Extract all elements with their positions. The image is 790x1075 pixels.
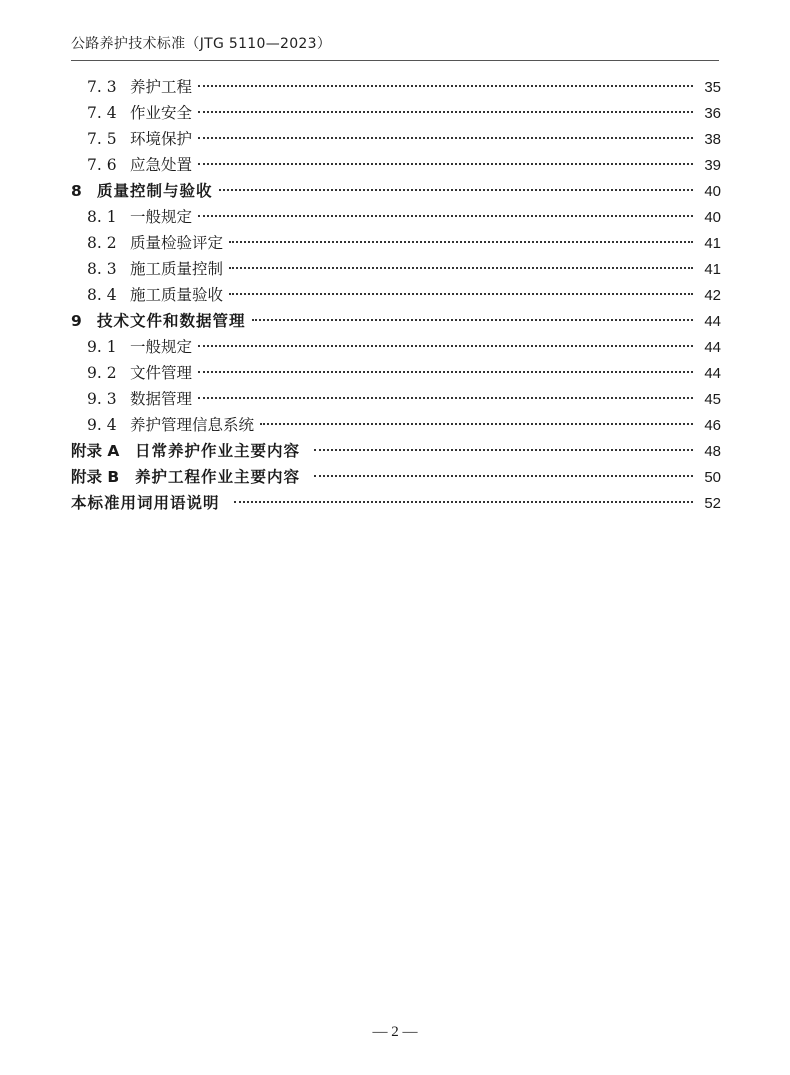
dot-leader (198, 137, 693, 139)
toc-entry[interactable] (71, 490, 721, 516)
toc-entry-title: 环境保护 (130, 130, 193, 148)
dot-leader (198, 163, 693, 165)
toc-entry-title: 文件管理 (130, 364, 193, 382)
toc-entry-number: 7. 4 (87, 104, 117, 122)
page-number: — 2 — (372, 1024, 418, 1040)
toc-entry-title: 养护工程作业主要内容 (135, 468, 301, 486)
toc-entry-number: 8. 1 (87, 208, 117, 226)
toc-entry-number: 8. 3 (87, 260, 117, 278)
toc-entry[interactable] (71, 230, 721, 256)
toc-entry-number: 9. 3 (87, 390, 117, 408)
toc-entry-page: 39 (704, 157, 721, 174)
toc-entry[interactable] (71, 334, 721, 360)
toc-entry-title: 养护工程 (130, 78, 193, 96)
toc-entry-title: 作业安全 (130, 104, 193, 122)
dot-leader (260, 423, 693, 425)
toc-entry-number: 附录 B (71, 468, 120, 486)
dot-leader (229, 267, 693, 269)
toc-entry-number: 9 (71, 312, 82, 330)
toc-entry-number: 7. 3 (87, 78, 117, 96)
toc-entry[interactable] (71, 360, 721, 386)
toc-entry-title: 技术文件和数据管理 (97, 312, 246, 330)
toc-entry-title: 一般规定 (130, 338, 193, 356)
toc-entry[interactable] (71, 100, 721, 126)
header-rule (71, 60, 719, 61)
toc-entry[interactable] (71, 386, 721, 412)
dot-leader (198, 215, 693, 217)
dot-leader (219, 189, 693, 191)
toc-entry[interactable] (71, 74, 721, 100)
toc-entry-title: 数据管理 (130, 390, 193, 408)
dot-leader (198, 111, 693, 113)
dot-leader (234, 501, 693, 503)
toc-entry[interactable] (71, 204, 721, 230)
toc-entry[interactable] (71, 256, 721, 282)
dot-leader (314, 475, 693, 477)
toc-entry-page: 46 (704, 417, 721, 434)
dot-leader (229, 293, 693, 295)
toc-entry-title: 本标准用词用语说明 (71, 494, 220, 512)
toc-entry-title: 施工质量控制 (130, 260, 224, 278)
toc-entry-number: 8 (71, 182, 82, 200)
toc-entry[interactable] (71, 438, 721, 464)
running-header: 公路养护技术标准（JTG 5110—2023） (71, 36, 332, 52)
toc-entry-page: 41 (704, 235, 721, 252)
dot-leader (198, 85, 693, 87)
dot-leader (198, 345, 693, 347)
toc-entry[interactable] (71, 412, 721, 438)
toc-entry-page: 45 (704, 391, 721, 408)
toc-entry-page: 40 (704, 209, 721, 226)
dot-leader (229, 241, 693, 243)
toc-entry-page: 41 (704, 261, 721, 278)
toc-entry-number: 8. 2 (87, 234, 117, 252)
toc-entry-title: 施工质量验收 (130, 286, 224, 304)
toc-entry-number: 9. 1 (87, 338, 117, 356)
toc-entry-page: 36 (704, 105, 721, 122)
dot-leader (314, 449, 693, 451)
dot-leader (198, 397, 693, 399)
toc-entry[interactable] (71, 152, 721, 178)
toc-entry-title: 日常养护作业主要内容 (135, 442, 301, 460)
toc-entry-page: 48 (704, 443, 721, 460)
toc-entry[interactable] (71, 308, 721, 334)
toc-entry[interactable] (71, 126, 721, 152)
toc-entry[interactable] (71, 178, 721, 204)
toc-entry-title: 质量控制与验收 (97, 182, 213, 200)
toc-entry-page: 50 (704, 469, 721, 486)
toc-entry-title: 一般规定 (130, 208, 193, 226)
toc-entry-number: 7. 6 (87, 156, 117, 174)
toc-entry[interactable] (71, 464, 721, 490)
toc-entry-number: 8. 4 (87, 286, 117, 304)
toc-entry-title: 应急处置 (130, 156, 193, 174)
toc-entry-title: 质量检验评定 (130, 234, 224, 252)
toc-entry-number: 附录 A (71, 442, 120, 460)
dot-leader (198, 371, 693, 373)
toc-entry-page: 44 (704, 313, 721, 330)
toc-entry-page: 35 (704, 79, 721, 96)
toc-entry[interactable] (71, 282, 721, 308)
toc-entry-title: 养护管理信息系统 (130, 416, 255, 434)
toc-entry-number: 7. 5 (87, 130, 117, 148)
toc-entry-page: 52 (704, 495, 721, 512)
toc-entry-number: 9. 2 (87, 364, 117, 382)
table-of-contents (71, 74, 721, 516)
toc-entry-page: 38 (704, 131, 721, 148)
dot-leader (252, 319, 693, 321)
toc-entry-number: 9. 4 (87, 416, 117, 434)
toc-entry-page: 40 (704, 183, 721, 200)
toc-entry-page: 42 (704, 287, 721, 304)
toc-entry-page: 44 (704, 365, 721, 382)
toc-entry-page: 44 (704, 339, 721, 356)
